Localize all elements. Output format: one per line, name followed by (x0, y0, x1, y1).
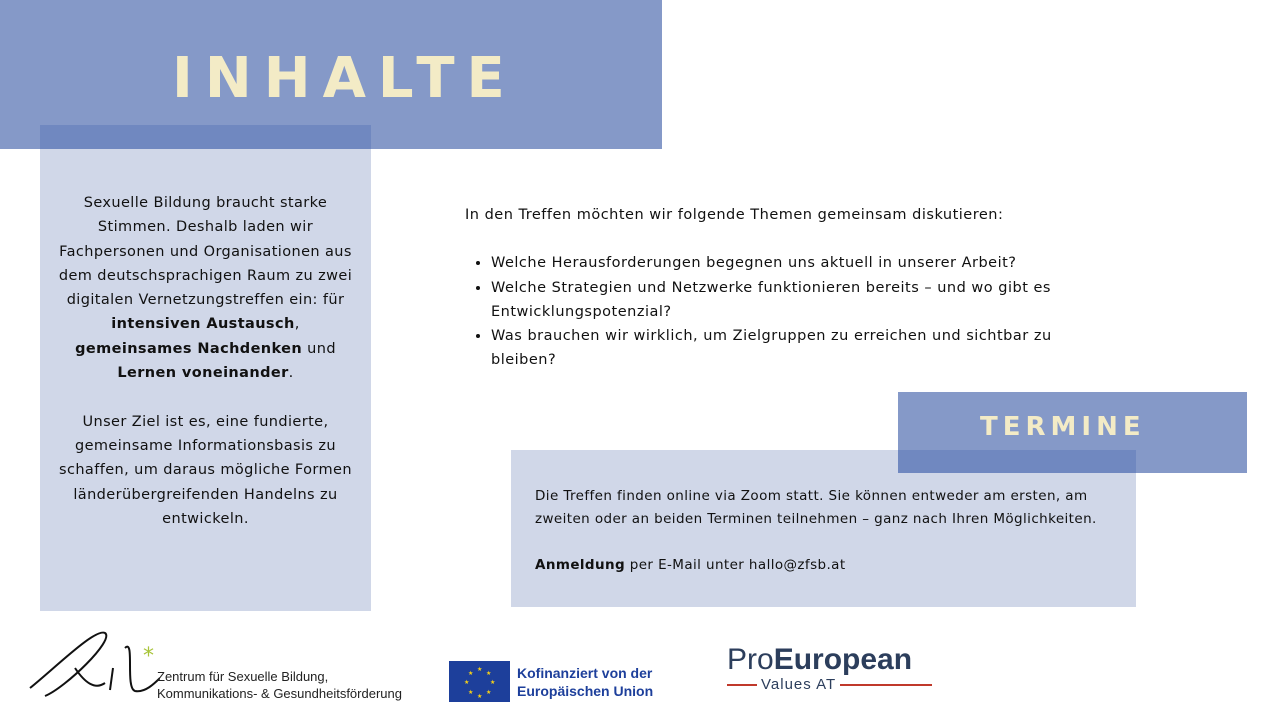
intro-sentence: Sexuelle Bildung braucht starke Stimmen. Deshalb laden wir Fachpersonen und Organisationen aus dem deutschsprachigen Raum zu zwei digitalen Vernetzungstreffen ein: für (58, 195, 353, 309)
sep: . (288, 365, 294, 382)
overlap-accent (40, 125, 371, 149)
registration-label: Anmeldung (535, 557, 626, 573)
svg-text:★: ★ (468, 670, 474, 677)
logo-values: Values AT (761, 676, 837, 693)
logo-european: European (773, 643, 913, 676)
bold-exchange: intensiven Austausch (111, 316, 295, 333)
svg-text:★: ★ (464, 679, 470, 686)
registration-email[interactable]: per E-Mail unter hallo@zfsb.at (625, 557, 846, 573)
svg-text:*: * (143, 644, 154, 669)
goal-paragraph: Unser Ziel ist es, eine fundierte, gemeinsame Informationsbasis zu schaffen, um daraus mögliche Formen länderübergreifenden Handelns zu entwickeln. (59, 413, 352, 527)
logo-pro: Pro (727, 643, 774, 676)
zil-logo (25, 628, 405, 708)
dates-description: Die Treffen finden online via Zoom statt. Sie können entweder am ersten, am zweiten oder an beiden Terminen teilnehmen – ganz nach Ihren Möglichkeiten. (535, 488, 1097, 527)
svg-text:★: ★ (477, 666, 483, 673)
page-title: INHALTE (172, 46, 517, 111)
overlap-accent (898, 450, 1136, 473)
list-item: • Welche Strategien und Netzwerke funktionieren bereits – und wo gibt es Entwicklungspotenzial? (491, 276, 1145, 325)
proeuropean-logo (727, 644, 932, 693)
bold-learning: Lernen voneinander (117, 365, 289, 382)
sep: , (294, 316, 300, 333)
zil-name-line1: Zentrum für Sexuelle Bildung, (157, 669, 329, 684)
topics-intro: In den Treffen möchten wir folgende Themen gemeinsam diskutieren: (465, 207, 1004, 223)
svg-text:★: ★ (486, 670, 492, 677)
dates-text (535, 485, 1125, 577)
sep: und (302, 340, 336, 357)
eu-logo (449, 661, 654, 706)
eu-text-line1: Kofinanziert von der (517, 665, 653, 681)
dates-title: TERMINE (980, 412, 1146, 442)
zil-signature-icon (25, 628, 160, 703)
list-item: • Was brauchen wir wirklich, um Zielgruppen zu erreichen und sichtbar zu bleiben? (491, 324, 1145, 373)
svg-text:★: ★ (477, 693, 483, 700)
svg-text:★: ★ (468, 689, 474, 696)
bold-reflection: gemeinsames Nachdenken (75, 340, 303, 357)
intro-text (52, 191, 359, 531)
list-item: • Welche Herausforderungen begegnen uns aktuell in unserer Arbeit? (491, 251, 1145, 275)
topics-section (465, 203, 1145, 373)
svg-text:★: ★ (486, 689, 492, 696)
topics-list (465, 251, 1145, 372)
eu-text-line2: Europäischen Union (517, 683, 654, 699)
zil-name-line2: Kommunikations- & Gesundheitsförderung (157, 686, 402, 701)
eu-flag-icon (449, 661, 510, 702)
svg-text:★: ★ (490, 679, 496, 686)
